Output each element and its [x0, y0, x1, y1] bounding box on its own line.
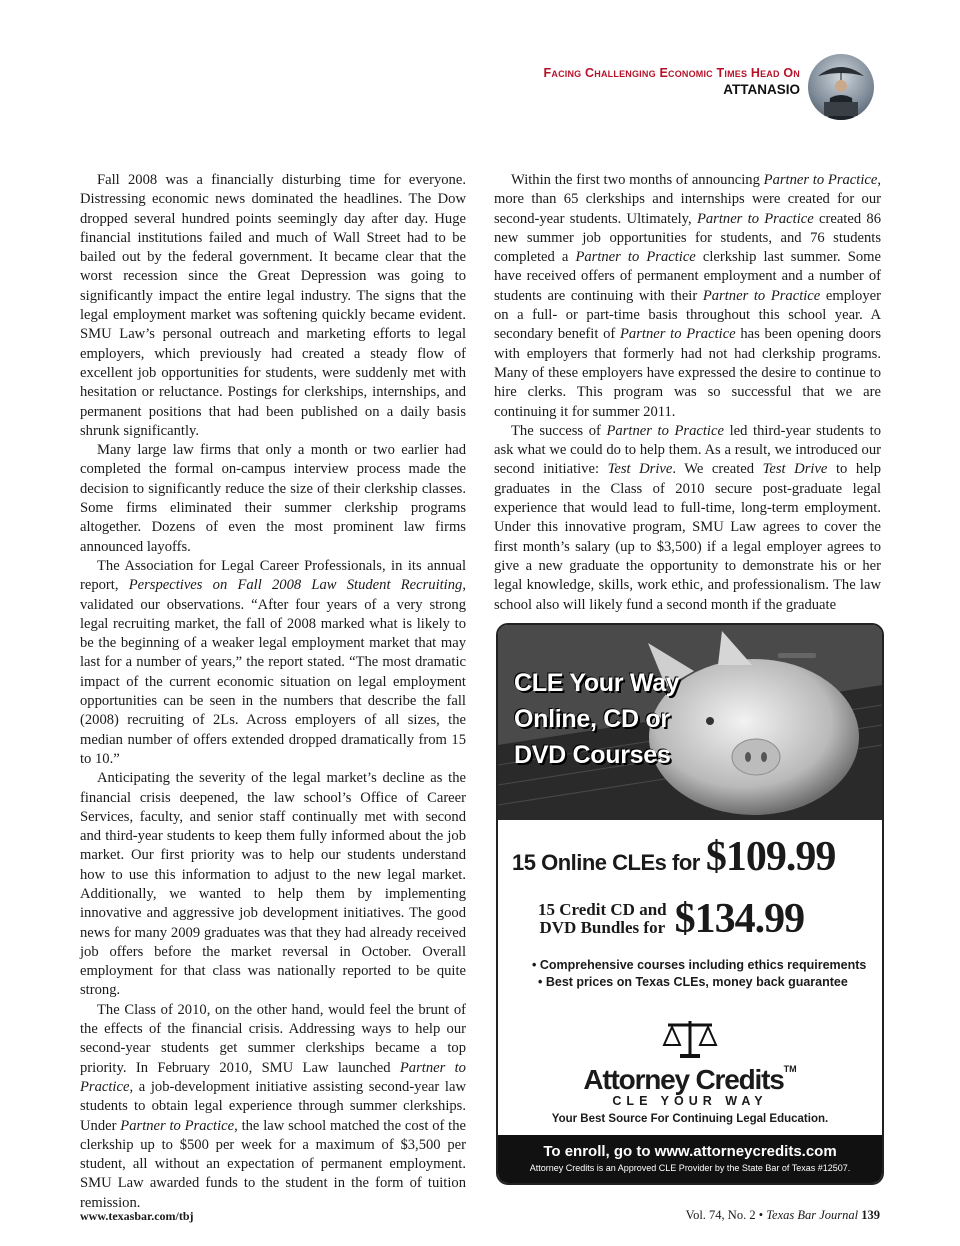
italic-title: Test Drive: [762, 461, 828, 478]
italic-title: Partner to Practice: [80, 1059, 466, 1095]
scales-of-justice-icon: [660, 1017, 720, 1059]
paragraph-text: , validated our observations. “After four years of a very strong legal recruiting market, the fall of 2008 marked what is likely to be the beginning of a weaker legal employment market that may last for a number of years,” the report stated. “The most dramatic impact of the current economic situation on legal employment opportunities can be seen in the numbers that describe the fall (2008) recruiting of 2Ls. Across employers of all sizes, the median number of offers extended dropped dramatically from 15 to 10.”: [80, 577, 466, 767]
ad-headline: [514, 665, 679, 773]
enroll-banner[interactable]: [498, 1135, 882, 1183]
italic-title: Partner to Practice: [696, 210, 814, 227]
paragraph-text: Fall 2008 was a financially disturbing time for everyone. Distressing economic news dominated the headlines. The Dow dropped several hundred points seemingly day after day. Huge financial institutions failed and much of Wall Street had to be bailed out by the federal government. It became clear that the worst recession since the Great Depression was going to significantly impact the entire legal industry. The signs that the legal employment market was softening quickly became evident. SMU Law’s personal outreach and marketing efforts to legal employers, which previously had created a steady flow of excellent job opportunities for students, were suddenly met with hesitation or reluctance. Postings for clerkships, internships, and permanent positions that had been published on a daily basis shrunk significantly.: [80, 172, 466, 439]
body-paragraph: [494, 171, 881, 422]
paragraph-text: . We created: [672, 461, 763, 478]
footer-journal: Texas Bar Journal: [766, 1208, 859, 1222]
offer1-label: 15 Online CLEs for: [512, 850, 700, 875]
running-header: [544, 66, 800, 97]
footer-folio: [686, 1208, 880, 1223]
body-paragraph: [80, 769, 466, 1001]
footer-url[interactable]: www.texasbar.com/tbj: [80, 1209, 194, 1223]
offer2-label: [538, 901, 667, 937]
right-text-column: [494, 171, 881, 615]
footer-page-number: 139: [861, 1208, 880, 1222]
trademark-mark: TM: [783, 1064, 797, 1074]
ad-headline-line: Online, CD or: [514, 705, 670, 733]
paragraph-text: , the law school matched the cost of the clerkship up to $500 per week for a maximum of $3,500 per student, all without an expectation of permanent employment. SMU Law awarded funds to the student in the form of tuition remission.: [80, 1117, 467, 1211]
body-paragraph: [80, 171, 466, 441]
body-paragraph: [80, 441, 466, 557]
italic-title: Test Drive: [607, 461, 673, 478]
paragraph-text: Within the first two months of announcing: [511, 172, 764, 188]
paragraph-text: The success of: [511, 422, 607, 439]
paragraph-text: Many large law firms that only a month or two earlier had completed the formal on-campus interview process made the decision to significantly reduce the size of their clerkship classes. Some firms eliminated their summer clerkship programs altogether. Dozens of even the most prominent law firms announced layoffs.: [80, 442, 466, 555]
body-paragraph: [80, 1001, 466, 1213]
offer2-label-line: 15 Credit CD and: [538, 900, 667, 919]
paragraph-text: to help graduates in the Class of 2010 secure post-graduate legal experience that would lead to full-time, long-term employment. Under this innovative program, SMU Law agrees to cover the first month’s salary (up to $3,500) if a legal employer agrees to give a new graduate the opportunity to demonstrate his or her legal knowledge, skills, work ethic, and professionalism. The law school also will likely fund a second month if the graduate: [494, 461, 881, 613]
italic-title: Partner to Practice: [702, 287, 821, 304]
brand-tagline: CLE YOUR WAY: [612, 1094, 768, 1108]
italic-title: Partner to Practice: [575, 249, 696, 266]
portrait-illustration: [808, 54, 874, 120]
ad-headline-line: CLE Your Way: [514, 669, 680, 697]
italic-title: Partner to Practice: [120, 1117, 235, 1134]
paragraph-text: The Class of 2010, on the other hand, would feel the brunt of the effects of the financial crisis. Addressing ways to help our second-year students get summer clerkships became a top priority. In February 2010, SMU Law launched: [80, 1001, 466, 1076]
ad-bullet: • Comprehensive courses including ethics requirements: [532, 958, 867, 972]
online-cle-offer: [512, 833, 872, 881]
ad-headline-line: DVD Courses: [514, 741, 671, 769]
offer1-price: $109.99: [705, 834, 836, 880]
article-kicker: Facing Challenging Economic Times Head On: [543, 66, 800, 80]
paragraph-text: led third-year students to ask what we could do to help them. As a result, we introduced our second initiative:: [494, 422, 881, 478]
author-name: ATTANASIO: [723, 82, 800, 97]
paragraph-text: has been opening doors with employers that formerly had not had clerkship programs. Many of these employers have expressed the desire to continue to hire clerks. This program was so successful that we are continuing it for summer 2011.: [494, 326, 882, 420]
italic-title: Perspectives on Fall 2008 Law Student Recruiting: [128, 577, 463, 594]
paragraph-text: employer on a full- or part-time basis throughout this school year. A secondary benefit of: [494, 287, 881, 343]
left-text-column: [80, 171, 466, 1213]
provider-note: Attorney Credits is an Approved CLE Provider by the State Bar of Texas #12507.: [529, 1163, 851, 1173]
ad-source-line: Your Best Source For Continuing Legal Education.: [551, 1113, 829, 1125]
ad-bullet: • Best prices on Texas CLEs, money back guarantee: [538, 975, 848, 989]
paragraph-text: , more than 65 clerkships and internships were created for our second-year students. Ultimately,: [494, 172, 881, 227]
enroll-link[interactable]: To enroll, go to www.attorneycredits.com: [543, 1143, 837, 1160]
attorney-credits-ad[interactable]: [496, 623, 884, 1185]
paragraph-text: , a job-development initiative assisting second-year law students to obtain legal experience through summer clerkships. Under: [80, 1078, 466, 1134]
italic-title: Partner to Practice: [763, 172, 878, 188]
paragraph-text: Anticipating the severity of the legal market’s decline as the financial crisis deepened, the law school’s Office of Career Services, faculty, and senior staff continually met with second and third-year students to keep them fully informed about the job market. Our first priority was to help our students understand how to use this information to adjust to the new legal market. Additionally, we wanted to help them by implementing innovative and aggressive job development initiatives. The good news for many 2009 graduates was that they had already received job offers before the market reversal in October. Overall employment for that class was nationally reported to be quite strong.: [80, 770, 466, 999]
body-paragraph: [494, 422, 881, 615]
footer-volume: Vol. 74, No. 2: [685, 1208, 756, 1222]
ad-bullet-list: [532, 957, 867, 991]
offer2-label-line: DVD Bundles for: [539, 918, 666, 937]
paragraph-text: The Association for Legal Career Professionals, in its annual report,: [80, 557, 466, 594]
brand-text: Attorney Credits: [583, 1064, 784, 1095]
cd-dvd-offer: [538, 895, 868, 943]
italic-title: Partner to Practice: [620, 326, 736, 343]
body-paragraph: [80, 557, 466, 769]
footer-bullet: •: [758, 1208, 764, 1222]
author-portrait: [808, 54, 874, 120]
attorney-credits-logo: [498, 1017, 882, 1108]
brand-name: [498, 1064, 882, 1096]
offer2-price: $134.99: [674, 896, 805, 942]
paragraph-text: created 86 new summer job opportunities for students, and 76 students completed a: [494, 210, 882, 266]
italic-title: Partner to Practice: [606, 422, 724, 439]
paragraph-text: clerkship last summer. Some have received offers of permanent employment and a number of students are continuing with their: [494, 249, 881, 304]
